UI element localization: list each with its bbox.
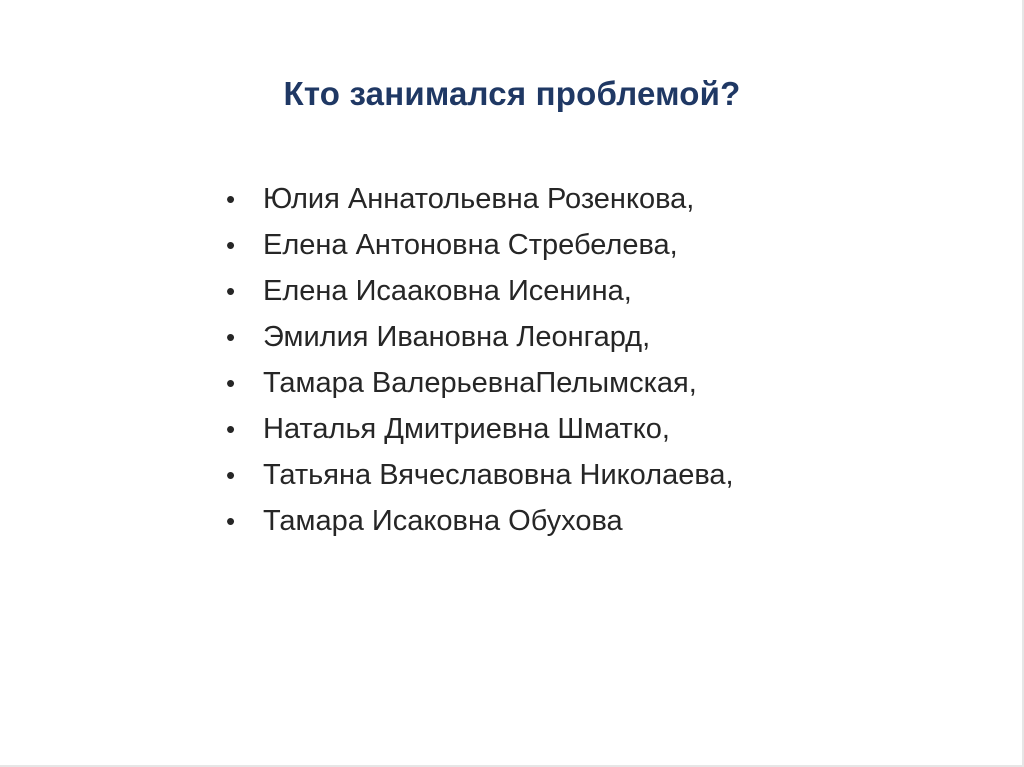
list-item xyxy=(226,360,734,406)
bullet-icon: • xyxy=(226,460,236,490)
list-item-text: Елена Антоновна Стребелева, xyxy=(263,229,678,261)
list-item-text: Татьяна Вячеславовна Николаева, xyxy=(263,459,734,491)
list-item xyxy=(226,268,734,314)
list-item-text: Юлия Аннатольевна Розенкова, xyxy=(263,183,695,215)
list-item xyxy=(226,406,734,452)
slide-title: Кто занимался проблемой? xyxy=(283,75,741,112)
list-item-text: Наталья Дмитриевна Шматко, xyxy=(263,413,670,445)
bullet-icon: • xyxy=(226,276,236,306)
list-item xyxy=(226,498,734,544)
bullet-icon: • xyxy=(226,230,236,260)
bullet-icon: • xyxy=(226,414,236,444)
list-item-text: Тамара Исаковна Обухова xyxy=(263,505,623,537)
list-item xyxy=(226,222,734,268)
names-list xyxy=(226,176,734,544)
list-item-text: Эмилия Ивановна Леонгард, xyxy=(263,321,651,353)
list-item xyxy=(226,176,734,222)
list-item xyxy=(226,452,734,498)
list-item-text: Елена Исааковна Исенина, xyxy=(263,275,632,307)
list-item xyxy=(226,314,734,360)
bullet-icon: • xyxy=(226,368,236,398)
bullet-icon: • xyxy=(226,506,236,536)
list-item-text: Тамара ВалерьевнаПелымская, xyxy=(263,367,697,399)
bullet-icon: • xyxy=(226,184,236,214)
bullet-icon: • xyxy=(226,322,236,352)
